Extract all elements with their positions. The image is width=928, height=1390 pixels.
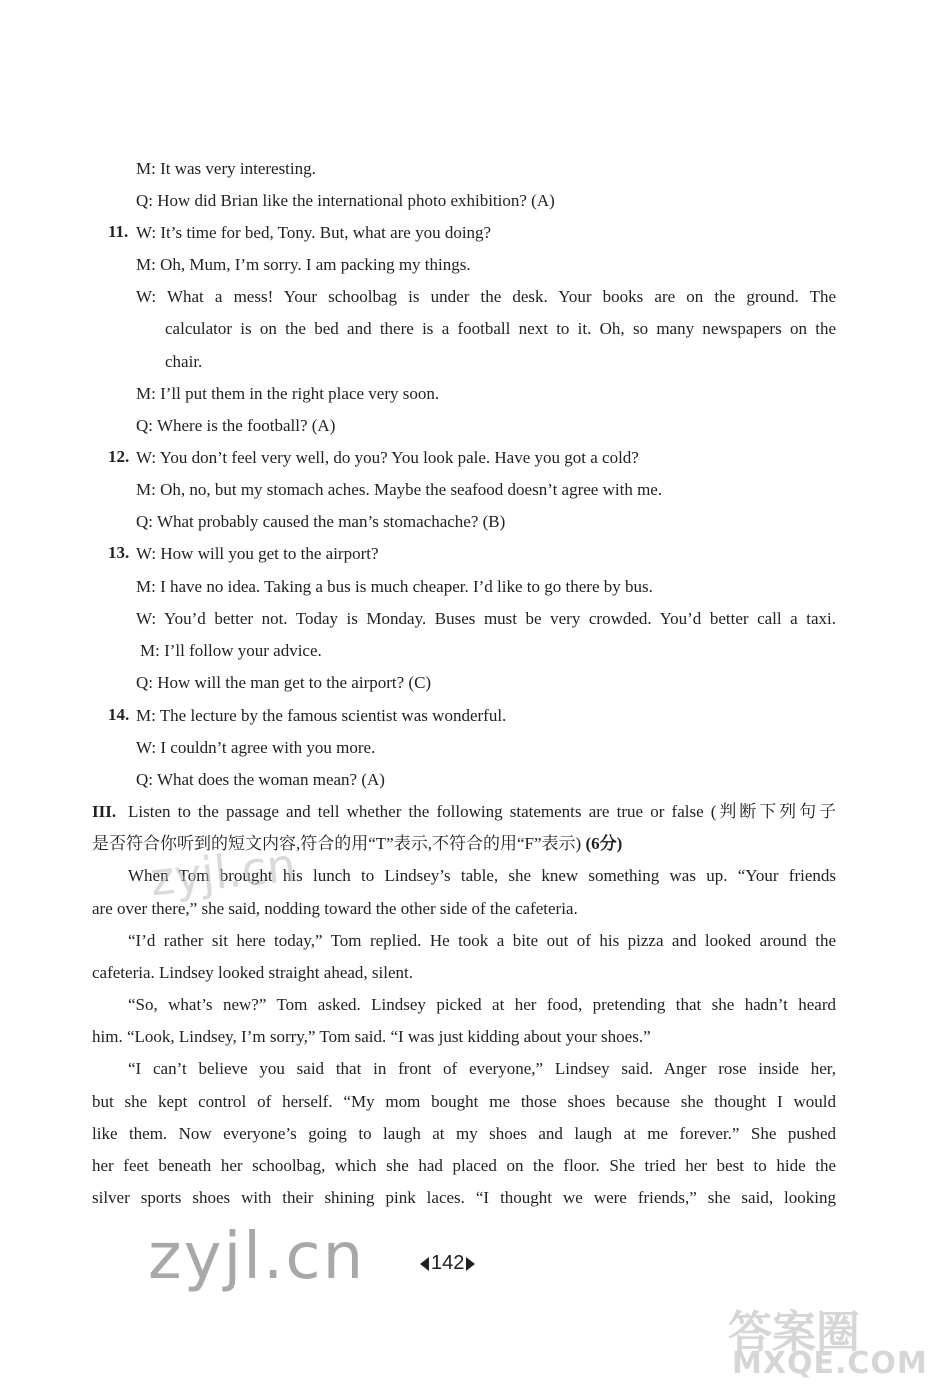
- dialogue-line: M: The lecture by the famous scientist was wonderful.: [136, 706, 507, 725]
- dialogue-line: M: I’ll follow your advice.: [140, 641, 322, 660]
- passage-line: cafeteria. Lindsey looked straight ahead, silent.: [92, 963, 413, 982]
- dialogue-line: Q: What does the woman mean? (A): [136, 770, 385, 789]
- dialogue-line: calculator is on the bed and there is a football next to it. Oh, so many newspapers on the: [165, 319, 836, 338]
- page-number-text: 142: [431, 1252, 465, 1274]
- passage-line: her feet beneath her schoolbag, which she had placed on the floor. She tried her best to hide the: [92, 1156, 836, 1175]
- dialogue-line: W: I couldn’t agree with you more.: [136, 738, 376, 757]
- passage-line: but she kept control of herself. “My mom bought me those shoes because she thought I would: [92, 1092, 836, 1111]
- corner-logo-bottom: MXQE.COM: [732, 1346, 928, 1381]
- dialogue-line: Q: Where is the football? (A): [136, 416, 336, 435]
- passage-line: “I can’t believe you said that in front of everyone,” Lindsey said. Anger rose inside her,: [128, 1059, 836, 1078]
- page-number: [420, 1252, 475, 1275]
- dialogue-line: M: Oh, Mum, I’m sorry. I am packing my things.: [136, 255, 471, 274]
- question-number: 11.: [108, 222, 129, 241]
- dialogue-line: M: I have no idea. Taking a bus is much cheaper. I’d like to go there by bus.: [136, 577, 653, 596]
- passage-line: silver sports shoes with their shining pink laces. “I thought we were friends,” she said, looking: [92, 1188, 836, 1207]
- dialogue-line: M: It was very interesting.: [136, 159, 316, 178]
- dialogue-line: Q: How did Brian like the international photo exhibition? (A): [136, 191, 555, 210]
- dialogue-line: Q: What probably caused the man’s stomachache? (B): [136, 512, 506, 531]
- section-points: (6分): [585, 834, 623, 853]
- passage-line: him. “Look, Lindsey, I’m sorry,” Tom said. “I was just kidding about your shoes.”: [92, 1027, 651, 1046]
- dialogue-line: M: I’ll put them in the right place very soon.: [136, 384, 440, 403]
- dialogue-line: W: What a mess! Your schoolbag is under the desk. Your books are on the ground. The: [136, 287, 836, 306]
- dialogue-line: chair.: [165, 352, 203, 371]
- dialogue-line: Q: How will the man get to the airport? (C): [136, 673, 432, 692]
- question-number: 14.: [108, 705, 130, 724]
- right-triangle-icon: [466, 1257, 475, 1271]
- dialogue-line: W: It’s time for bed, Tony. But, what are you doing?: [136, 223, 492, 242]
- dialogue-line: W: How will you get to the airport?: [136, 544, 379, 563]
- question-number: 12.: [108, 447, 130, 466]
- watermark-small: zyjl.cn: [147, 837, 299, 907]
- section-number: III.: [92, 802, 117, 821]
- dialogue-line: M: Oh, no, but my stomach aches. Maybe the seafood doesn’t agree with me.: [136, 480, 663, 499]
- section-instruction-text: 是否符合你听到的短文内容,符合的用“T”表示,不符合的用“F”表示): [92, 834, 582, 853]
- passage-line: “I’d rather sit here today,” Tom replied. He took a bite out of his pizza and looked around the: [128, 931, 836, 950]
- passage-line: “So, what’s new?” Tom asked. Lindsey picked at her food, pretending that she hadn’t heard: [128, 995, 836, 1014]
- dialogue-line: W: You don’t feel very well, do you? You look pale. Have you got a cold?: [136, 448, 639, 467]
- passage-line: When Tom brought his lunch to Lindsey’s table, she knew something was up. “Your friends: [128, 866, 836, 885]
- question-number: 13.: [108, 543, 130, 562]
- dialogue-line: W: You’d better not. Today is Monday. Buses must be very crowded. You’d better call a taxi.: [136, 609, 836, 628]
- section-instruction: Listen to the passage and tell whether the following statements are true or false (判断下列句子: [128, 802, 836, 821]
- left-triangle-icon: [420, 1257, 429, 1271]
- watermark-large: zyjl.cn: [148, 1220, 366, 1294]
- passage-line: are over there,” she said, nodding toward the other side of the cafeteria.: [92, 899, 578, 918]
- passage-line: like them. Now everyone’s going to laugh at my shoes and laugh at me forever.” She pushed: [92, 1124, 836, 1143]
- corner-logo-top: 答案圈: [728, 1307, 860, 1358]
